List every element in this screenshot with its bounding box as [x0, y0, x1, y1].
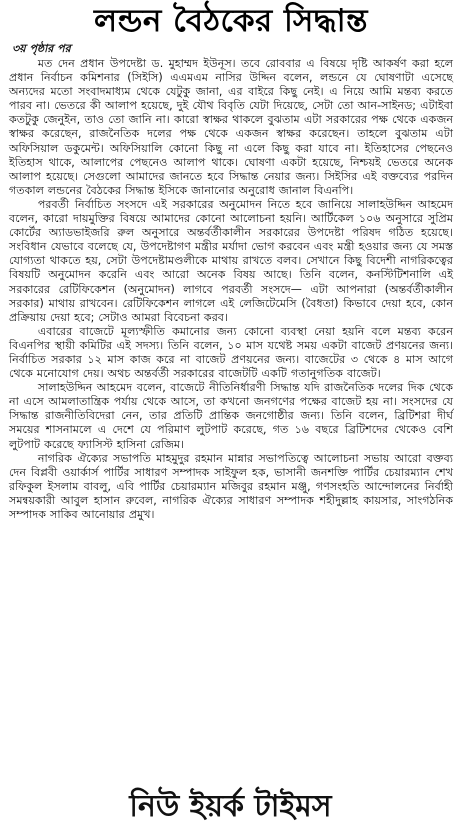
next-article-headline: নিউ ইয়র্ক টাইমস	[129, 789, 332, 824]
continued-from-label: ৩য় পৃষ্ঠার পর	[12, 42, 71, 55]
article-headline: লন্ডন বৈঠকের সিদ্ধান্ত	[94, 3, 368, 39]
article-paragraph: এবারের বাজেটে মূল্যস্ফীতি কমানোর জন্য কোনো ব্যবস্থা নেয়া হয়নি বলে মন্তব্য করেন বিএনপির স্থায়ী কমিটির এই সদস্য। তিনি বলেন, ১০ মাস যথেষ্ট সময় একটা বাজেট প্রণয়নের জন্য। নির্বাচিত সরকার ১২ মাস কাজ করে না বাজেট প্রণয়নের জন্য। বাজেটের ৩ থেকে ৪ মাস আগে থেকে মনোযোগ দেয়। অথচ অন্তর্বর্তী সরকারের বাজেটটি একটি গতানুগতিক বাজেট।	[9, 324, 453, 381]
article-paragraph: মত দেন প্রধান উপদেষ্টা ড. মুহাম্মদ ইউনূস। তবে রোববার এ বিষয়ে দৃষ্টি আকর্ষণ করা হলে প্রধান নির্বাচন কমিশনার (সিইসি) এএমএম নাসির উদ্দিন বলেন, লন্ডনে যে ঘোষণাটা এসেছে অন্যদের মতো সংবাদমাধ্যম থেকে যেটুকু জানা, এর বাইরে কিছু নেই। এ নিয়ে আমি মন্তব্য করতে পারব না। ভেতরে কী আলাপ হয়েছে, দুই যৌথ বিবৃতি যেটা দিয়েছে, সেটা তো আন-সাইনড; এটাইবা কতটুকু জেনুইন, তাও তো জানি না। কারো স্বাক্ষর থাকলে বুঝতাম এটা সরকারের পক্ষ থেকে একজন স্বাক্ষর করেছেন, রাজনৈতিক দলের পক্ষ থেকে একজন স্বাক্ষর করেছেন। তাহলে বুঝতাম এটা অফিসিয়াল ডকুমেন্ট। অফিসিয়ালি কোনো কিছু না এলে কিছু করা যাবে না। ইতিহাসের পেছনেও ইতিহাস থাকে, আলাপের পেছনেও আলাপ থাকে। ঘোষণা একটা হয়েছে, নিশ্চয়ই ভেতরে অনেক আলাপ হয়েছে। সেগুলো আমাদের জানতে হবে সিদ্ধান্ত নেয়ার জন্য। সিইসির এই বক্তব্যের পরদিন গতকাল লন্ডনের বৈঠকের সিদ্ধান্ত ইসিকে জানানোর অনুরোধ জানাল বিএনপি।	[9, 57, 453, 197]
article-paragraph: পরবর্তী নির্বাচিত সংসদে এই সরকারের অনুমোদন নিতে হবে জানিয়ে সালাহউদ্দিন আহমেদ বলেন, কারো দায়মুক্তির বিষয়ে আমাদের কোনো আলোচনা হয়নি। আর্টিকেল ১০৬ অনুসারে সুপ্রিম কোর্টের অ্যাডভাইজরি রুল অনুসারে অন্তর্বর্তীকালীন সরকারের উপদেষ্টা পরিষদ গঠিত হয়েছে। সংবিধান যেভাবে বলেছে যে, উপদেষ্টাগণ মন্ত্রীর মর্যাদা ভোগ করবেন এবং মন্ত্রী হওয়ার জন্য যে সমস্ত যোগ্যতা থাকতে হয়, সেটা উপদেষ্টামণ্ডলীকে মাথায় রাখতে বলব। সেখানে কিছু বিদেশী নাগরিকত্বের বিষয়টি অনুমোদন করেনি এবং আরো অনেক বিষয় আছে। তিনি বলেন, কনস্টিটিশনালি এই সরকারের রেটিফিকেশন (অনুমোদন) লাগবে পরবর্তী সংসদে— এটা আপনারা (অন্তর্বর্তীকালীন সরকার) মাথায় রাখবেন। রেটিফিকেশন লাগলে এই লেজিটেমেসি (বৈধতা) কিভাবে দেয়া হবে, কোন প্রক্রিয়ায় দেয়া হবে; সেটাও আমরা বিবেচনা করব।	[9, 197, 453, 324]
article-paragraph: সালাহউদ্দিন আহমেদ বলেন, বাজেটে নীতিনির্ধারণী সিদ্ধান্ত যদি রাজনৈতিক দলের দিক থেকে না এসে আমলাতান্ত্রিক পর্যায় থেকে আসে, তা কখনো জনগণের পক্ষের বাজেট হয় না। সংসদের যে সিদ্ধান্ত রাজনীতিবিদেরা নেন, তার প্রতিটি প্রান্তিক জনগোষ্ঠীর জন্য। তিনি বলেন, ব্রিটিশরা দীর্ঘ সময়ের শাসনামলে এ দেশে যে পরিমাণ লুটপাট করেছে, গত ১৬ বছরে ব্রিটিশদের থেকেও বেশি লুটপাট করেছে ফ্যাসিস্ট হাসিনা রেজিম।	[9, 381, 453, 451]
article-body	[9, 57, 453, 522]
article-paragraph: নাগরিক ঐক্যের সভাপতি মাহমুদুর রহমান মান্নার সভাপতিত্বে আলোচনা সভায় আরো বক্তব্য দেন বিপ্লবী ওয়ার্কার্স পার্টির সাধারণ সম্পাদক সাইফুল হক, ভাসানী জনশক্তি পার্টির চেয়ারম্যান শেখ রফিকুল ইসলাম বাবলু, এবি পার্টির চেয়ারম্যান মজিবুর রহমান মঞ্জু, গণসংহতি আন্দোলনের নির্বাহী সমন্বয়কারী আবুল হাসান রুবেল, নাগরিক ঐক্যের সাধারণ সম্পাদক শহীদুল্লাহ কায়সার, সাংগঠনিক সম্পাদক সাকিব আনোয়ার প্রমুখ।	[9, 451, 453, 521]
